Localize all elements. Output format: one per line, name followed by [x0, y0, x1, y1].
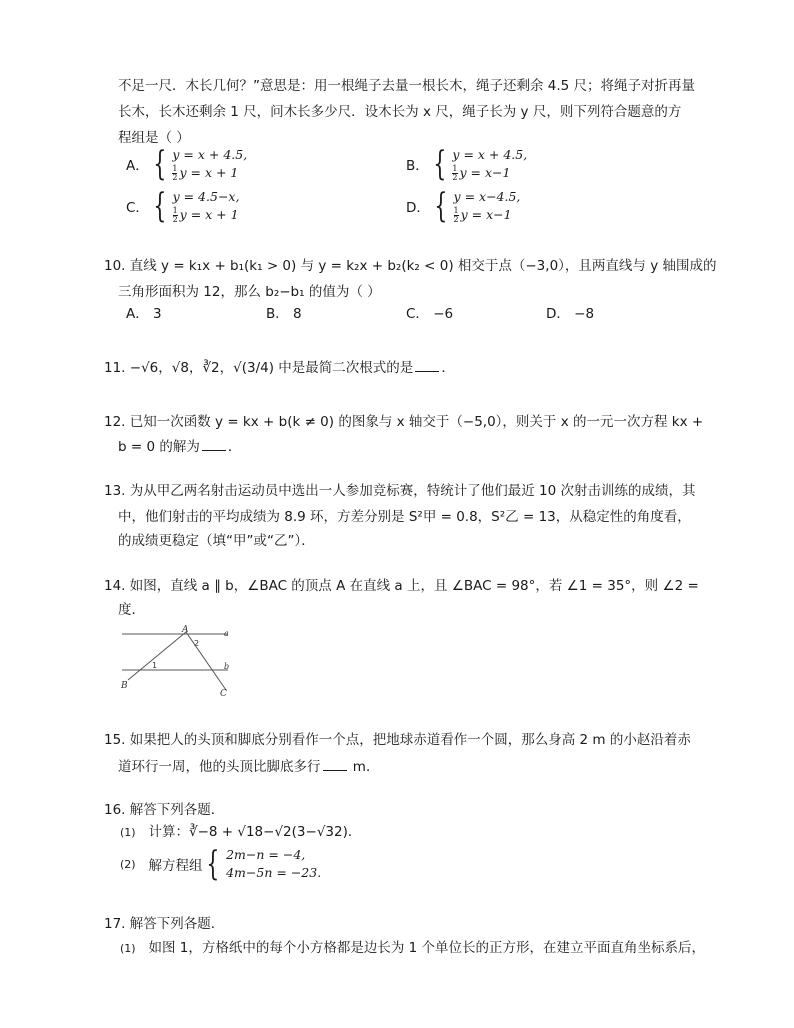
- q9-option-a[interactable]: [126, 146, 247, 182]
- frac-numerator: 1: [172, 164, 178, 173]
- q10-option-b[interactable]: B． 8: [266, 306, 302, 322]
- part-text: 解方程组: [148, 858, 203, 874]
- option-label: B．: [406, 158, 429, 174]
- q9-line-3: 程组是（ ）: [118, 130, 190, 146]
- label-b-point: B: [121, 681, 128, 691]
- segment-ac: [186, 632, 226, 690]
- q17-title: 17. 解答下列各题．: [104, 916, 225, 932]
- label-a-point: A: [182, 625, 189, 635]
- equation: y = x−1: [460, 207, 512, 222]
- equation: y = x−4.5,: [453, 189, 521, 204]
- answer-blank[interactable]: [415, 357, 439, 372]
- q12-line-2: [118, 436, 241, 457]
- frac-numerator: 1: [452, 164, 458, 173]
- answer-blank[interactable]: [323, 756, 347, 771]
- q9-option-c[interactable]: [126, 188, 239, 224]
- part-label: (1): [120, 826, 136, 839]
- equation: 4m−5n = −23.: [226, 865, 322, 880]
- q12-tail: ．: [227, 439, 242, 455]
- brace-icon: {: [434, 186, 448, 226]
- q10-line-1: 10. 直线 y = k₁x + b₁(k₁ > 0) 与 y = k₂x + b₂(k₂ < 0) 相交于点（−3,0），且两直线与 y 轴围成的: [104, 258, 717, 274]
- answer-blank[interactable]: [202, 436, 226, 451]
- q13-line-2: 中，他们射击的平均成绩为 8.9 环，方差分别是 S²甲 = 0.8，S²乙 = 13，从稳定性的角度看，: [118, 509, 691, 525]
- frac-denominator: 2: [172, 173, 178, 182]
- q10-line-2: 三角形面积为 12，那么 b₂−b₁ 的值为（ ）: [118, 284, 381, 300]
- label-angle-2: 2: [194, 639, 200, 648]
- brace-icon: {: [206, 844, 220, 884]
- q16-title: 16. 解答下列各题．: [104, 802, 225, 818]
- equation: y = 4.5−x,: [172, 189, 240, 204]
- frac-denominator: 2: [453, 215, 459, 224]
- brace-icon: {: [153, 144, 167, 184]
- q9-option-d[interactable]: [406, 188, 520, 224]
- q15-tail: m．: [348, 759, 380, 775]
- q9-line-2: 长木，长木还剩余 1 尺，问木长多少尺．设木长为 x 尺，绳子长为 y 尺，则下列符合题意的方: [118, 104, 682, 120]
- equation: y = x + 4.5,: [452, 147, 528, 162]
- q16-part-1: [120, 822, 361, 843]
- frac-numerator: 1: [172, 206, 178, 215]
- q17-part-1: [120, 938, 705, 959]
- label-c-point: C: [220, 689, 227, 698]
- q11-line: [104, 357, 455, 378]
- q15-line-2: [118, 756, 379, 777]
- q10-option-c[interactable]: C． −6: [406, 306, 454, 322]
- frac-denominator: 2: [452, 173, 458, 182]
- label-angle-1: 1: [152, 661, 158, 670]
- part-text: 如图 1，方格纸中的每个小方格都是边长为 1 个单位长的正方形，在建立平面直角坐标系后，: [148, 940, 706, 956]
- q16-part-2: [120, 846, 321, 882]
- q15-line-1: 15. 如果把人的头顶和脚底分别看作一个点，把地球赤道看作一个圆，那么身高 2 m 的小赵沿着赤: [104, 732, 691, 748]
- equation: y = x + 1: [179, 165, 239, 180]
- segment-ab: [128, 632, 186, 680]
- equation: y = x + 1: [179, 207, 239, 222]
- part-text: 计算：∛−8 + √18−√2(3−√32)．: [148, 824, 362, 840]
- q10-option-d[interactable]: D． −8: [546, 306, 595, 322]
- q9-line-1: 不足一尺．木长几何？”意思是：用一根绳子去量一根长木，绳子还剩余 4.5 尺；将绳子对折再量: [118, 78, 696, 94]
- q13-line-1: 13. 为从甲乙两名射击运动员中选出一人参加竞标赛，特统计了他们最近 10 次射击训练的成绩，其: [104, 483, 696, 499]
- part-label: (2): [120, 857, 136, 871]
- label-line-a: a: [224, 629, 229, 638]
- q10-option-a[interactable]: A． 3: [126, 306, 162, 322]
- label-line-b: b: [224, 662, 230, 671]
- frac-denominator: 2: [172, 215, 178, 224]
- q15-text: 道环行一周，他的头顶比脚底多行: [118, 759, 321, 775]
- part-label: (1): [120, 942, 136, 955]
- option-label: C．: [126, 200, 149, 216]
- q14-line-2: 度．: [118, 602, 145, 618]
- equation: 2m−n = −4,: [226, 847, 306, 862]
- q9-option-b[interactable]: [406, 146, 527, 182]
- q11-text: 11. −√6，√8，∛2，√(3/4) 中是最简二次根式的是: [104, 360, 414, 376]
- frac-numerator: 1: [453, 206, 459, 215]
- brace-icon: {: [153, 186, 167, 226]
- q13-line-3: 的成绩更稳定（填“甲”或“乙”）．: [118, 533, 315, 549]
- option-label: D．: [406, 200, 430, 216]
- equation: y = x + 4.5,: [172, 147, 248, 162]
- q12-text: b = 0 的解为: [118, 439, 200, 455]
- option-label: A．: [126, 158, 149, 174]
- q14-line-1: 14. 如图，直线 a ∥ b，∠BAC 的顶点 A 在直线 a 上，且 ∠BAC = 98°，若 ∠1 = 35°，则 ∠2 =: [104, 578, 699, 594]
- q12-line-1: 12. 已知一次函数 y = kx + b(k ≠ 0) 的图象与 x 轴交于（−5,0），则关于 x 的一元一次方程 kx +: [104, 414, 704, 430]
- parallel-lines-figure: [118, 622, 238, 698]
- q11-tail: ．: [441, 360, 455, 376]
- equation: y = x−1: [459, 165, 511, 180]
- brace-icon: {: [433, 144, 447, 184]
